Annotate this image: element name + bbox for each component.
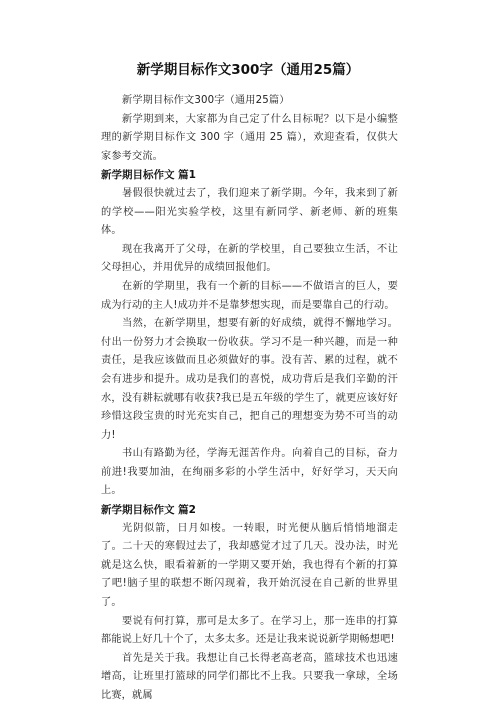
paragraph: 在新的学期里，我有一个新的目标——不做语言的巨人，要成为行动的主人!成功并不是靠梦想实现，而是要靠自己的行动。	[101, 280, 398, 311]
section-heading: 新学期目标作文 篇2	[101, 504, 196, 517]
document-body	[101, 92, 398, 706]
paragraph: 光阴似箭，日月如梭。一转眼，时光便从脑后悄悄地溜走了。二十天的寒假过去了，我却感觉才过了几天。没办法，时光就是这么快，眼看着新的一学期又要开始，我也得有个新的打算了吧!脑子里的联想不断闪现着，我开始沉浸在自己新的世界里了。	[101, 522, 398, 609]
document-title: 新学期目标作文300字（通用25篇）	[136, 62, 360, 78]
paragraph: 当然，在新学期里，想要有新的好成绩，就得不懈地学习。付出一份努力才会换取一份收获。学习不是一种兴趣，而是一种责任，是我应该做而且必须做好的事。没有苦、累的过程，就不会有进步和提升。成功是我们的喜悦，成功背后是我们辛勤的汗水，没有耕耘就哪有收获?我已是五年级的学生了，就更应该好好珍惜这段宝贵的时光充实自己，把自己的理想变为势不可当的动力!	[101, 318, 398, 441]
paragraph: 新学期到来，大家都为自己定了什么目标呢？以下是小编整理的新学期目标作文 300 字（通用 25 篇），欢迎查看，仅供大家参考交流。	[101, 113, 398, 162]
paragraph: 要说有何打算，那可是太多了。在学习上，那一连串的打算都能说上好几十个了，太多太多。还是让我来说说新学期畅想吧!	[101, 615, 398, 646]
paragraph: 暑假很快就过去了，我们迎来了新学期。今年，我来到了新的学校——阳光实验学校，这里有新同学、新老师、新的班集体。	[101, 187, 398, 237]
paragraph: 书山有路勤为径，学海无涯苦作舟。向着自己的目标，奋力前进!我要加油，在绚丽多彩的小学生活中，好好学习，天天向上。	[101, 448, 398, 497]
paragraph: 现在我离开了父母，在新的学校里，自己要独立生活，不让父母担心，并用优异的成绩回报他们。	[101, 243, 398, 274]
paragraph: 新学期目标作文300字（通用25篇）	[122, 95, 290, 106]
paragraph: 首先是关于我。我想让自己长得老高老高，篮球技术也迅速增高，让班里打篮球的同学们都比不上我。只要我一拿球，全场比赛，就属	[101, 652, 398, 701]
section-heading: 新学期目标作文 篇1	[101, 169, 196, 182]
